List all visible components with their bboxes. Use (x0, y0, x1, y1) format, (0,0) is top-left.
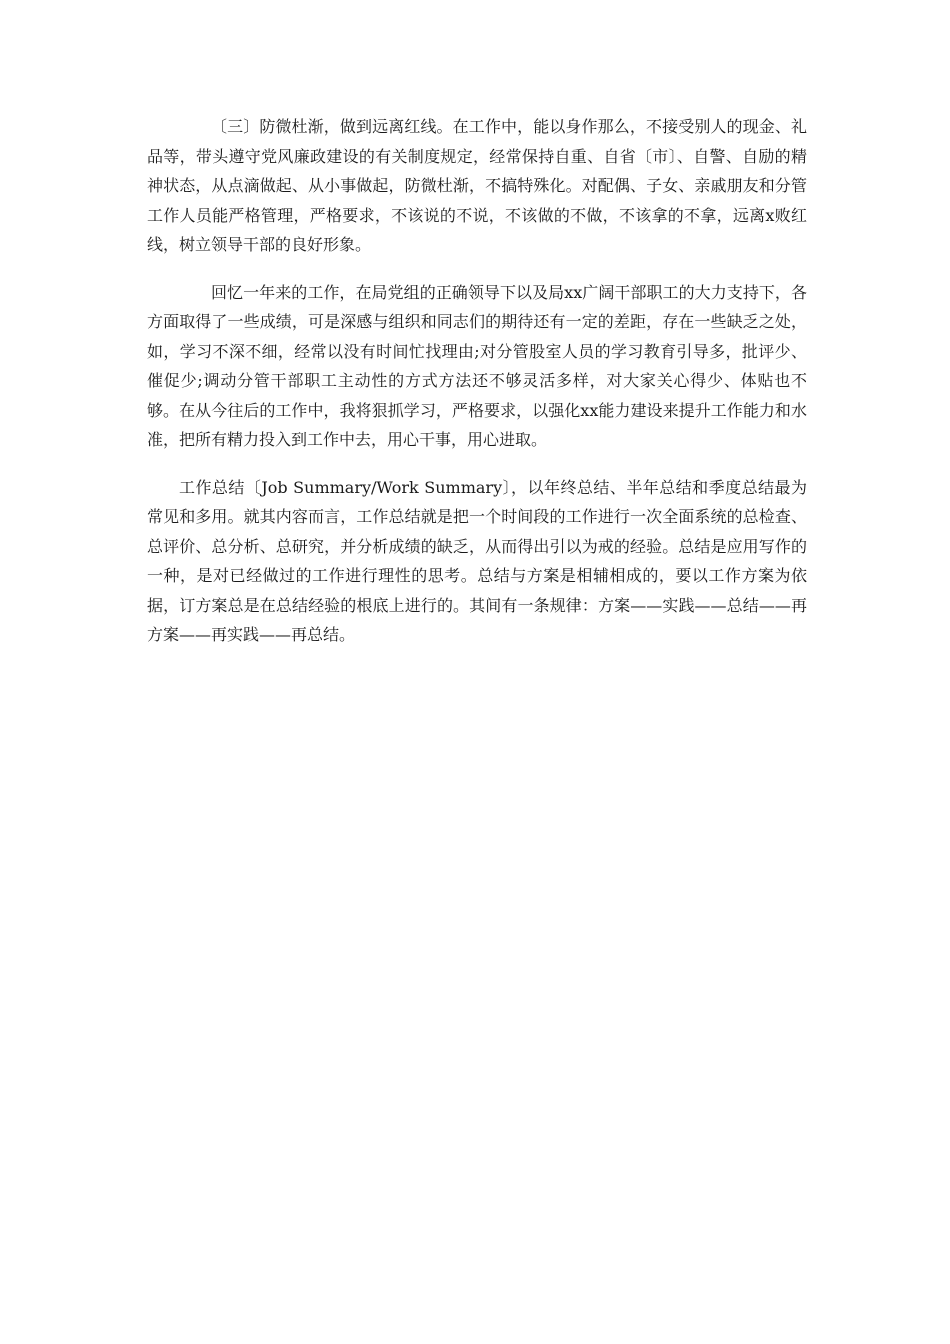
paragraph-integrity: 〔三〕防微杜渐，做到远离红线。在工作中，能以身作那么，不接受别人的现金、礼品等，带头遵守党风廉政建设的有关制度规定，经常保持自重、自省〔市〕、自警、自励的精神状态，从点滴做起、从小事做起，防微杜渐，不搞特殊化。对配偶、子女、亲戚朋友和分管工作人员能严格管理，严格要求，不该说的不说，不该做的不做，不该拿的不拿，远离x败红线，树立领导干部的良好形象。 (147, 117, 807, 254)
paragraph-review: 回忆一年来的工作，在局党组的正确领导下以及局xx广阔干部职工的大力支持下，各方面取得了一些成绩，可是深感与组织和同志们的期待还有一定的差距，存在一些缺乏之处，如，学习不深不细，经常以没有时间忙找理由;对分管股室人员的学习教育引导多，批评少、催促少;调动分管干部职工主动性的方式方法还不够灵活多样，对大家关心得少、体贴也不够。在从今往后的工作中，我将狠抓学习，严格要求，以强化xx能力建设来提升工作能力和水准，把所有精力投入到工作中去，用心干事，用心进取。 (147, 282, 807, 449)
document-body (147, 112, 807, 668)
paragraph-summary-definition: 工作总结〔Job Summary/Work Summary〕，以年终总结、半年总结和季度总结最为常见和多用。就其内容而言，工作总结就是把一个时间段的工作进行一次全面系统的总检查、总评价、总分析、总研究，并分析成绩的缺乏，从而得出引以为戒的经验。总结是应用写作的一种，是对已经做过的工作进行理性的思考。总结与方案是相辅相成的，要以工作方案为依据，订方案总是在总结经验的根底上进行的。其间有一条规律：方案——实践——总结——再方案——再实践——再总结。 (147, 477, 807, 644)
